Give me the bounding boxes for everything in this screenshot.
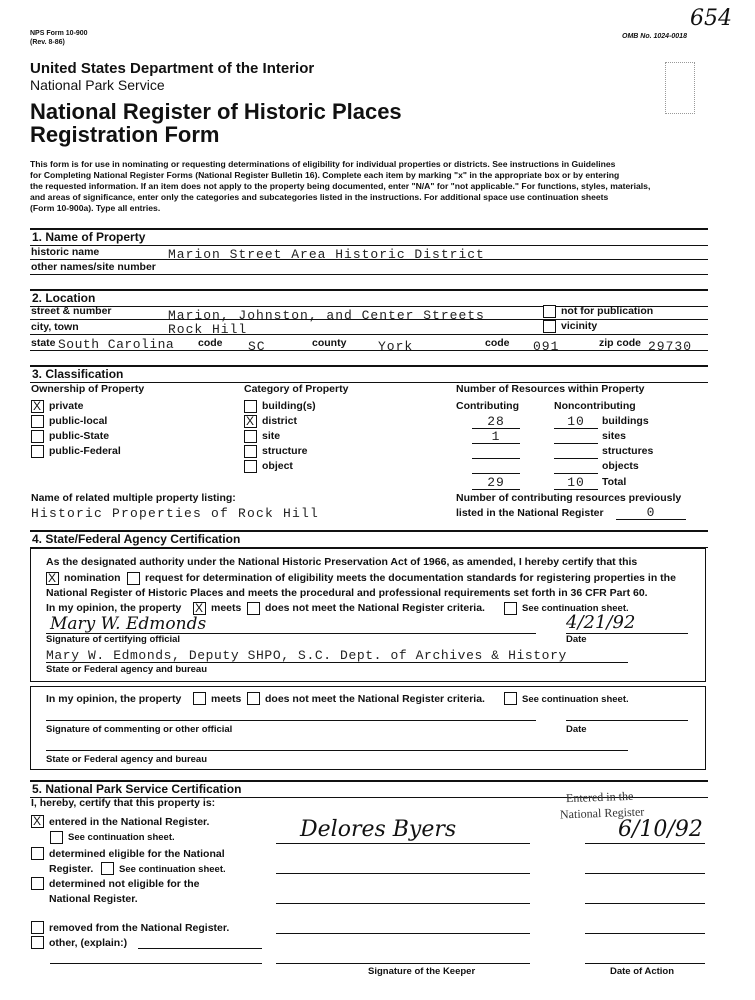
commenting-signature-label: Signature of commenting or other official (46, 724, 233, 735)
agency-line (46, 750, 628, 751)
date-line (585, 873, 705, 874)
public-local-checkbox[interactable] (31, 415, 44, 428)
eligible-label-2: Register. (49, 863, 94, 875)
noncontributing-heading: Noncontributing (554, 400, 636, 412)
certifying-signature: Mary W. Edmonds (50, 614, 207, 634)
entered-continuation-label: See continuation sheet. (68, 832, 175, 843)
street-value[interactable]: Marion, Johnston, and Center Streets (168, 308, 485, 323)
not-eligible-label: determined not eligible for the (49, 878, 200, 890)
blank-line (554, 428, 598, 429)
does-not-meet-label-2: does not meet the National Register criteria. (265, 693, 485, 705)
agency-value[interactable]: Mary W. Edmonds, Deputy SHPO, S.C. Dept. of Archives & History (46, 648, 567, 663)
contributing-sites[interactable]: 1 (491, 429, 501, 444)
blank-line (50, 963, 262, 964)
entered-continuation-checkbox[interactable] (50, 831, 63, 844)
keeper-signature: Delores Byers (300, 817, 457, 842)
keeper-line (276, 903, 530, 904)
divider (30, 274, 708, 275)
contributing-total[interactable]: 29 (487, 475, 505, 490)
form-title: National Register of Historic Places (30, 99, 402, 124)
certification-text-1: As the designated authority under the National Historic Preservation Act of 1966, as amended, I hereby certify that this (46, 556, 638, 568)
blank-line (554, 473, 598, 474)
street-label: street & number (31, 305, 112, 317)
opinion-label-2: In my opinion, the property (46, 693, 182, 705)
removed-checkbox[interactable] (31, 921, 44, 934)
historic-name-value[interactable]: Marion Street Area Historic District (168, 247, 485, 262)
district-label: district (262, 415, 298, 427)
building-checkbox[interactable] (244, 400, 257, 413)
instructions: This form is for use in nominating or requesting determinations of eligibility for individual properties or districts. See instructions in Guidelines for Completing National Register Forms (National Register Bulletin 16). Complete each item by marking "x" in the appropriate box or by entering the requested information. If an item does not apply to the property being documented, enter "N/A" for "not applicable." For functions, styles, materials, and areas of significance, enter only the categories and subcategories listed in the instructions. For additional space use continuation sheets (Form 10-900a). Type all entries. (30, 159, 651, 213)
building-label: building(s) (262, 400, 316, 412)
divider (30, 334, 708, 335)
public-local-label: public-local (49, 415, 108, 427)
category-heading: Category of Property (244, 383, 349, 395)
county-code-value[interactable]: 091 (533, 339, 560, 354)
handwritten-number: 654 (690, 6, 732, 31)
commenting-date-label: Date (566, 724, 587, 735)
state-value[interactable]: South Carolina (58, 337, 175, 352)
previously-listed-label: Number of contributing resources previously (456, 492, 682, 504)
section-2-header: 2. Location (30, 289, 708, 307)
keeper-line (276, 873, 530, 874)
does-not-meet-checkbox[interactable] (247, 602, 260, 615)
private-label: private (49, 400, 84, 412)
blank-line (472, 458, 520, 459)
section-4-header: 4. State/Federal Agency Certification (30, 530, 708, 548)
structure-checkbox[interactable] (244, 445, 257, 458)
meets-checkbox-2[interactable] (193, 692, 206, 705)
objects-label: objects (602, 460, 639, 472)
structure-label: structure (262, 445, 308, 457)
divider (30, 259, 708, 260)
sites-label: sites (602, 430, 626, 442)
noncontributing-total[interactable]: 10 (567, 475, 585, 490)
eligible-checkbox[interactable] (31, 847, 44, 860)
date-line (585, 903, 705, 904)
divider (30, 350, 708, 351)
vicinity-checkbox[interactable] (543, 320, 556, 333)
historic-name-label: historic name (31, 246, 100, 258)
keeper-label: Signature of the Keeper (368, 966, 476, 977)
blank-line (138, 948, 262, 949)
nps-intro: I, hereby, certify that this property is: (31, 797, 216, 809)
keeper-date: 6/10/92 (618, 817, 703, 842)
county-label: county (312, 337, 347, 349)
stamp-line-1: Entered in the (565, 788, 634, 806)
buildings-label: buildings (602, 415, 649, 427)
contributing-buildings[interactable]: 28 (487, 414, 505, 429)
stamp-line-2: National Register (559, 804, 645, 822)
date-line (585, 843, 705, 844)
date-line (566, 720, 688, 721)
not-for-publication-label: not for publication (561, 305, 654, 317)
noncontributing-buildings[interactable]: 10 (567, 414, 585, 429)
structures-label: structures (602, 445, 654, 457)
form-revision: (Rev. 8-86) (30, 39, 65, 46)
other-names-label: other names/site number (31, 261, 156, 273)
vicinity-label: vicinity (561, 320, 598, 332)
removed-label: removed from the National Register. (49, 922, 230, 934)
code-label: code (198, 337, 223, 349)
section-3-header: 3. Classification (30, 365, 708, 383)
public-federal-label: public-Federal (49, 445, 121, 457)
site-checkbox[interactable] (244, 430, 257, 443)
blank-line (554, 489, 598, 490)
section-5-header: 5. National Park Service Certification (30, 780, 708, 798)
other-label: other, (explain:) (49, 937, 128, 949)
date-line (585, 933, 705, 934)
signature-line (46, 720, 536, 721)
ownership-heading: Ownership of Property (31, 383, 145, 395)
entered-label: entered in the National Register. (49, 816, 210, 828)
blank-line (554, 443, 598, 444)
county-value[interactable]: York (378, 339, 414, 354)
nomination-checkbox[interactable] (46, 572, 59, 585)
agency-label-2: State or Federal agency and bureau (46, 754, 208, 765)
continuation-label: See continuation sheet. (522, 603, 629, 614)
meets-label-2: meets (211, 693, 242, 705)
related-listing-label: Name of related multiple property listing: (31, 492, 236, 504)
continuation-label-2: See continuation sheet. (522, 694, 629, 705)
not-for-publication-checkbox[interactable] (543, 305, 556, 318)
blank-line (616, 519, 686, 520)
state-label: state (31, 337, 56, 349)
public-state-label: public-State (49, 430, 110, 442)
continuation-checkbox-2[interactable] (504, 692, 517, 705)
omb-number: OMB No. 1024-0018 (622, 33, 687, 40)
date-of-action-label: Date of Action (610, 966, 675, 977)
private-checkbox[interactable] (31, 400, 44, 413)
resources-heading: Number of Resources within Property (456, 383, 645, 395)
certification-text-2: request for determination of eligibility meets the documentation standards for registering properties in the (145, 572, 676, 584)
previously-listed-label-2: listed in the National Register (456, 507, 604, 519)
opinion-label: In my opinion, the property (46, 602, 182, 614)
request-checkbox[interactable] (127, 572, 140, 585)
certification-text-3: National Register of Historic Places and meets the procedural and professional requirements set forth in 36 CFR Part 60. (46, 587, 648, 599)
entered-checkbox[interactable] (31, 815, 44, 828)
blank-line (472, 443, 520, 444)
code-value[interactable]: SC (248, 339, 266, 354)
agency-line (46, 662, 628, 663)
county-code-label: code (485, 337, 510, 349)
other-checkbox[interactable] (31, 936, 44, 949)
public-federal-checkbox[interactable] (31, 445, 44, 458)
previously-listed-value[interactable]: 0 (646, 505, 656, 520)
blank-line (554, 458, 598, 459)
nomination-label: nomination (64, 572, 121, 584)
does-not-meet-label: does not meet the National Register criteria. (265, 602, 485, 614)
date-label: Date (566, 634, 587, 645)
certifying-date: 4/21/92 (566, 612, 636, 633)
site-label: site (262, 430, 281, 442)
faint-stamp-mark (665, 62, 695, 114)
total-label: Total (602, 476, 627, 488)
date-line (585, 963, 705, 964)
continuation-checkbox[interactable] (504, 602, 517, 615)
keeper-line (276, 963, 530, 964)
object-label: object (262, 460, 293, 472)
signature-label: Signature of certifying official (46, 634, 181, 645)
blank-line (472, 489, 520, 490)
contributing-heading: Contributing (456, 400, 519, 412)
keeper-line (276, 843, 530, 844)
agency-label: State or Federal agency and bureau (46, 664, 208, 675)
zip-value[interactable]: 29730 (648, 339, 693, 354)
department: United States Department of the Interior (30, 60, 315, 77)
not-eligible-label-2: National Register. (49, 893, 138, 905)
form-subtitle: Registration Form (30, 122, 220, 147)
service: National Park Service (30, 77, 165, 93)
blank-line (472, 473, 520, 474)
section-1-header: 1. Name of Property (30, 228, 708, 246)
city-value[interactable]: Rock Hill (168, 322, 248, 337)
district-checkbox[interactable] (244, 415, 257, 428)
eligible-continuation-label: See continuation sheet. (119, 864, 226, 875)
eligible-label: determined eligible for the National (49, 848, 225, 860)
not-eligible-checkbox[interactable] (31, 877, 44, 890)
keeper-line (276, 933, 530, 934)
meets-label: meets (211, 602, 242, 614)
eligible-continuation-checkbox[interactable] (101, 862, 114, 875)
form-number: NPS Form 10-900 (30, 30, 88, 37)
divider (30, 319, 708, 320)
zip-label: zip code (599, 337, 642, 349)
related-listing-value[interactable]: Historic Properties of Rock Hill (31, 506, 320, 521)
does-not-meet-checkbox-2[interactable] (247, 692, 260, 705)
object-checkbox[interactable] (244, 460, 257, 473)
public-state-checkbox[interactable] (31, 430, 44, 443)
city-label: city, town (31, 321, 79, 333)
